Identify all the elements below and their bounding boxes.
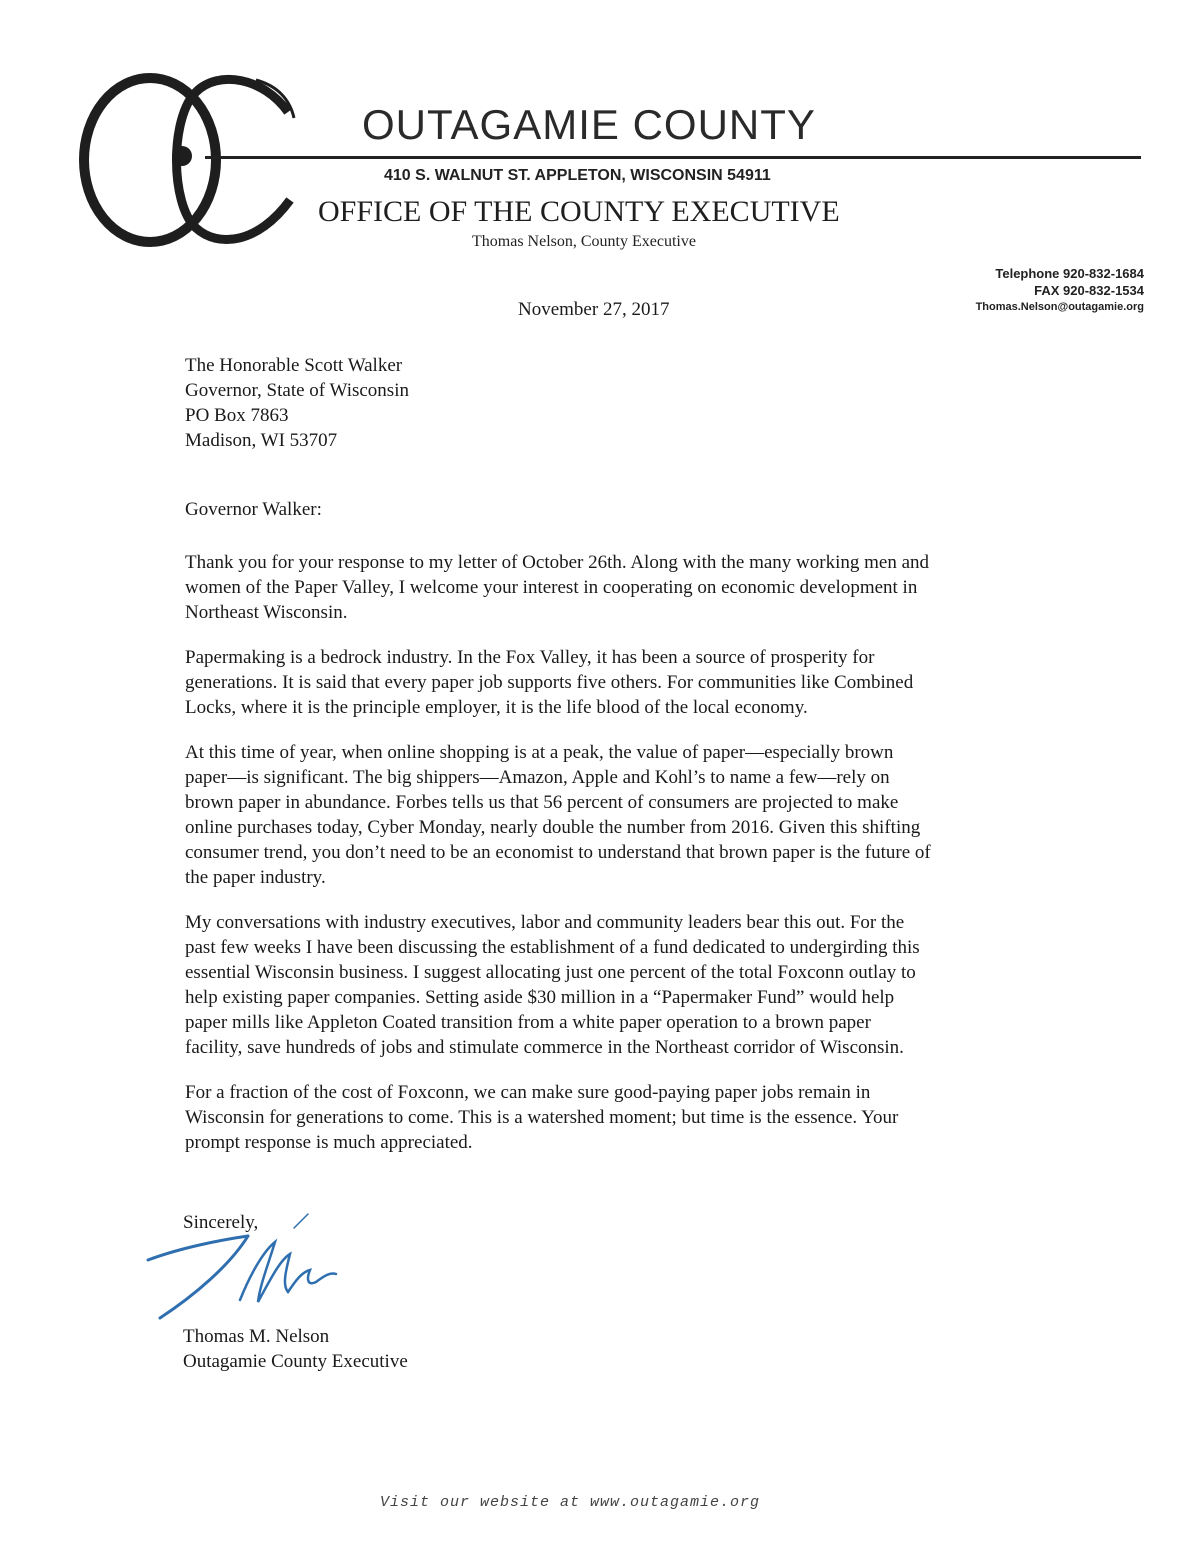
body-line: prompt response is much appreciated. — [185, 1132, 473, 1153]
telephone: Telephone 920-832-1684 — [995, 266, 1144, 281]
body-paragraph — [185, 645, 1045, 720]
letter-date: November 27, 2017 — [518, 299, 670, 320]
closing: Sincerely, — [183, 1212, 259, 1233]
letter-body — [185, 550, 1045, 1175]
body-paragraph — [185, 1080, 1045, 1155]
body-line: paper mills like Appleton Coated transition from a white paper operation to a brown paper — [185, 1012, 871, 1033]
body-line: past few weeks I have been discussing the establishment of a fund dedicated to undergirding this — [185, 937, 920, 958]
fax: FAX 920-832-1534 — [1034, 283, 1144, 298]
recipient-address — [185, 353, 409, 453]
signer-name: Thomas M. Nelson — [183, 1326, 330, 1347]
office-title: OFFICE OF THE COUNTY EXECUTIVE — [318, 195, 840, 228]
body-line: Thank you for your response to my letter of October 26th. Along with the many working men and — [185, 552, 930, 573]
signer-title: Outagamie County Executive — [183, 1351, 408, 1372]
email-address: Thomas.Nelson@outagamie.org — [975, 301, 1144, 313]
body-line: online purchases today, Cyber Monday, nearly double the number from 2016. Given this shifting — [185, 817, 921, 838]
body-paragraph — [185, 550, 1045, 625]
body-line: consumer trend, you don’t need to be an economist to understand that brown paper is the future of — [185, 842, 931, 863]
body-line: At this time of year, when online shopping is at a peak, the value of paper—especially brown — [185, 742, 894, 763]
county-name: OUTAGAMIE COUNTY — [362, 101, 816, 148]
recipient-line: PO Box 7863 — [185, 405, 289, 426]
salutation: Governor Walker: — [185, 499, 322, 520]
oc-monogram-logo-icon — [78, 72, 302, 248]
body-line: For a fraction of the cost of Foxconn, we can make sure good-paying paper jobs remain in — [185, 1082, 871, 1103]
body-line: facility, save hundreds of jobs and stimulate commerce in the Northeast corridor of Wisconsin. — [185, 1037, 904, 1058]
signer-block — [183, 1324, 408, 1374]
executive-line: Thomas Nelson, County Executive — [472, 233, 696, 250]
body-line: Wisconsin for generations to come. This is a watershed moment; but time is the essence. Your — [185, 1107, 899, 1128]
body-paragraph — [185, 910, 1045, 1060]
body-line: women of the Paper Valley, I welcome your interest in cooperating on economic development in — [185, 577, 918, 598]
recipient-line: Governor, State of Wisconsin — [185, 380, 409, 401]
header-rule — [205, 156, 1141, 159]
body-line: help existing paper companies. Setting aside $30 million in a “Papermaker Fund” would help — [185, 987, 895, 1008]
recipient-line: The Honorable Scott Walker — [185, 355, 403, 376]
body-line: My conversations with industry executives, labor and community leaders bear this out. For the — [185, 912, 905, 933]
body-line: Papermaking is a bedrock industry. In the Fox Valley, it has been a source of prosperity for — [185, 647, 875, 668]
body-line: the paper industry. — [185, 867, 326, 888]
body-line: paper—is significant. The big shippers—Amazon, Apple and Kohl’s to name a few—rely on — [185, 767, 890, 788]
recipient-line: Madison, WI 53707 — [185, 430, 338, 451]
body-line: brown paper in abundance. Forbes tells us that 56 percent of consumers are projected to make — [185, 792, 899, 813]
footer-website: Visit our website at www.outagamie.org — [380, 1494, 761, 1511]
contact-block — [976, 265, 1144, 316]
county-address: 410 S. WALNUT ST. APPLETON, WISCONSIN 54911 — [384, 167, 771, 184]
body-line: Locks, where it is the principle employer, it is the life blood of the local economy. — [185, 697, 808, 718]
body-line: generations. It is said that every paper job supports five others. For communities like Combined — [185, 672, 914, 693]
body-line: essential Wisconsin business. I suggest allocating just one percent of the total Foxconn outlay to — [185, 962, 916, 983]
body-line: Northeast Wisconsin. — [185, 602, 348, 623]
body-paragraph — [185, 740, 1045, 890]
handwritten-signature-icon — [140, 1210, 370, 1330]
